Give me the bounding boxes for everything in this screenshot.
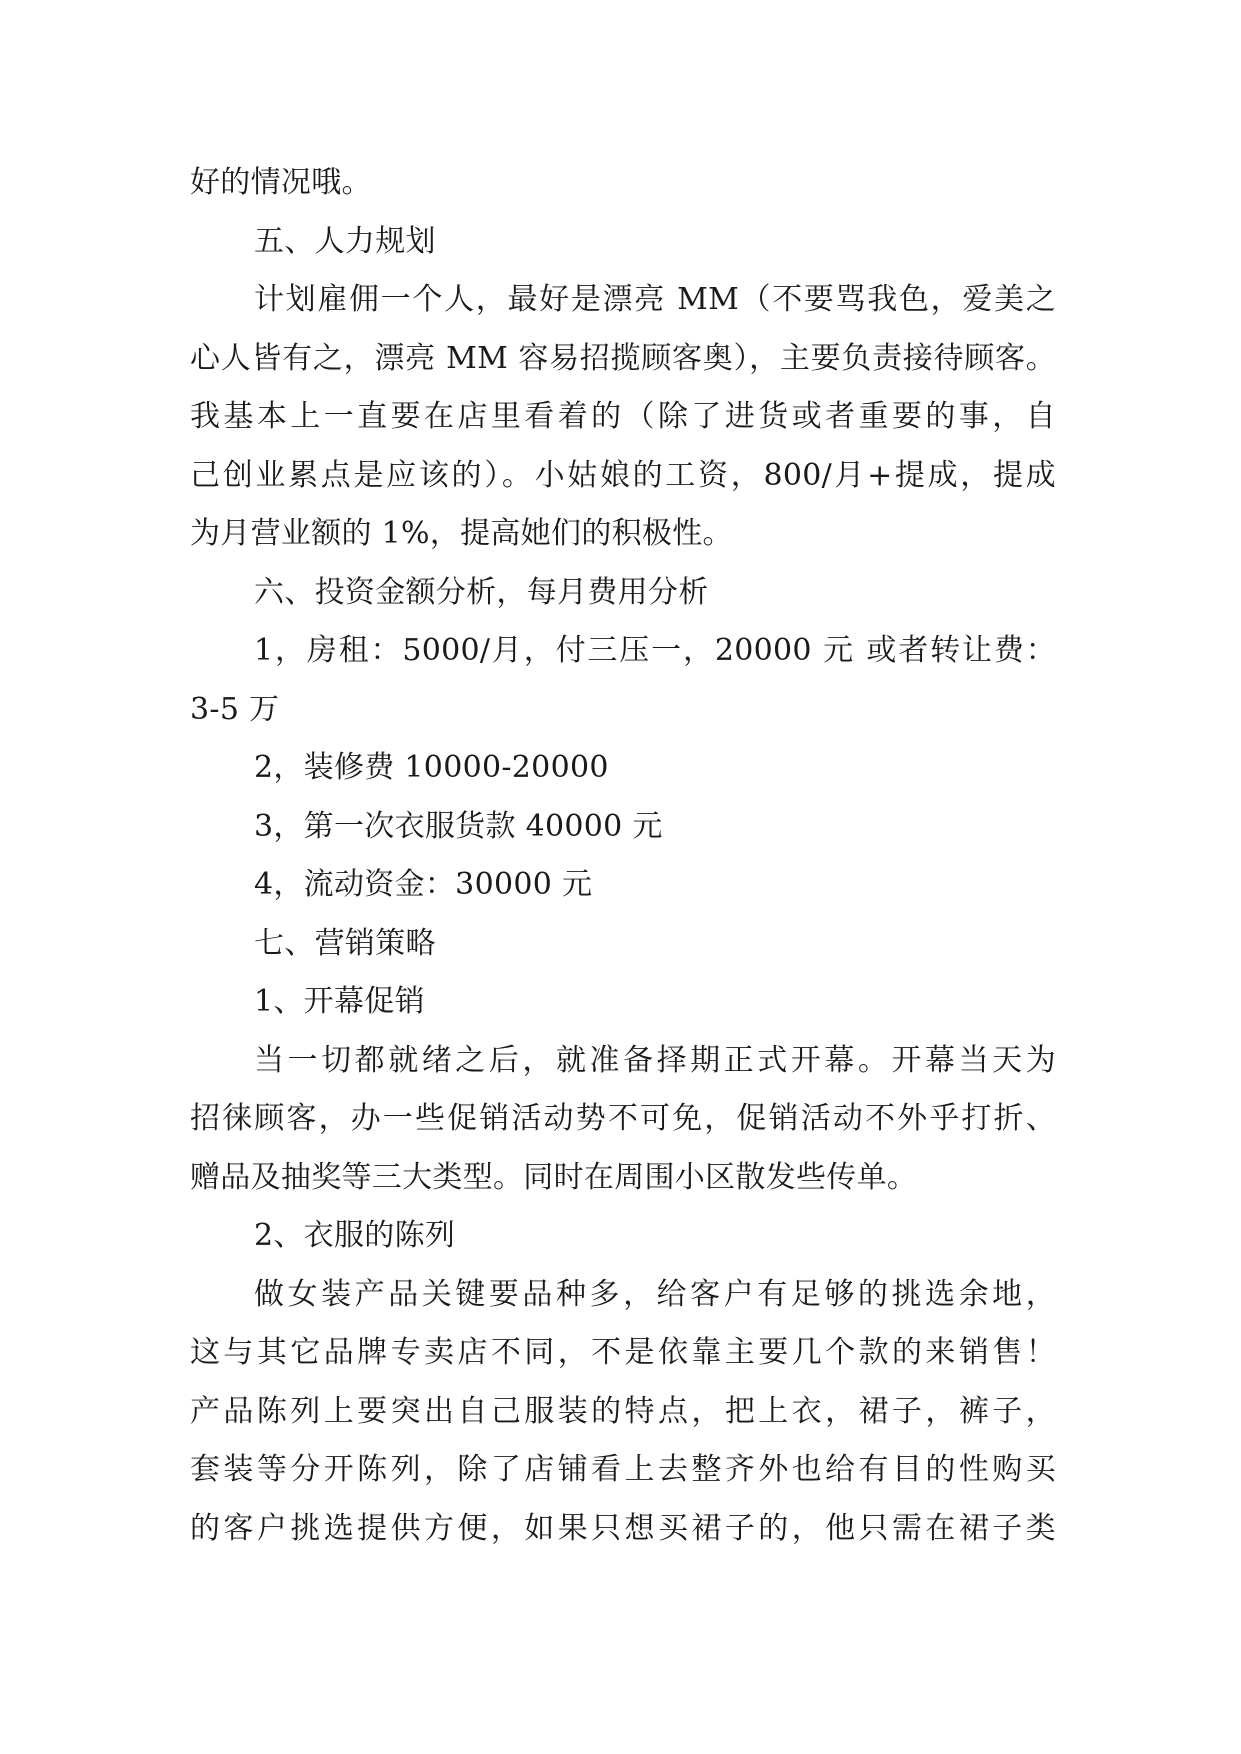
text-line: 赠品及抽奖等三大类型。同时在周围小区散发些传单。 [190, 1159, 918, 1195]
text-line: 这与其它品牌专卖店不同，不是依靠主要几个款的来销售！ [190, 1335, 1056, 1370]
section-heading: 七、营销策略 [254, 925, 436, 961]
list-item: 3，第一次衣服货款 40000 元 [254, 808, 663, 844]
document-body [190, 154, 1056, 1558]
section-heading: 六、投资金额分析，每月费用分析 [254, 574, 709, 610]
text-line: 当一切都就绪之后，就准备择期正式开幕。开幕当天为 [254, 1042, 1056, 1078]
text-line: 招徕顾客，办一些促销活动势不可免，促销活动不外乎打折、 [190, 1101, 1056, 1136]
text-line: 为月营业额的 1%，提高她们的积极性。 [190, 516, 733, 551]
text-line: 好的情况哦。 [190, 165, 372, 200]
text-line: 计划雇佣一个人，最好是漂亮 MM（不要骂我色，爱美之 [254, 282, 1056, 317]
text-line: 心人皆有之，漂亮 MM 容易招揽顾客奥），主要负责接待顾客。 [190, 340, 1056, 376]
text-line: 产品陈列上要突出自己服装的特点，把上衣，裙子，裤子， [190, 1393, 1056, 1429]
text-line: 做女装产品关键要品种多，给客户有足够的挑选余地， [254, 1276, 1056, 1312]
section-heading: 五、人力规划 [254, 223, 436, 259]
text-line: 3-5 万 [190, 691, 280, 727]
subsection-heading: 1、开幕促销 [254, 984, 425, 1019]
list-item: 1，房租：5000/月，付三压一，20000 元 或者转让费： [254, 633, 1056, 668]
list-item: 4，流动资金：30000 元 [254, 867, 593, 902]
subsection-heading: 2、衣服的陈列 [254, 1218, 456, 1253]
list-item: 2，装修费 10000-20000 [254, 750, 609, 785]
text-line: 套装等分开陈列，除了店铺看上去整齐外也给有目的性购买 [190, 1452, 1056, 1487]
text-line: 的客户挑选提供方便，如果只想买裙子的，他只需在裙子类 [190, 1510, 1056, 1546]
text-line: 己创业累点是应该的）。小姑娘的工资，800/月+提成，提成 [190, 457, 1056, 493]
text-line: 我基本上一直要在店里看着的（除了进货或者重要的事，自 [190, 399, 1056, 434]
